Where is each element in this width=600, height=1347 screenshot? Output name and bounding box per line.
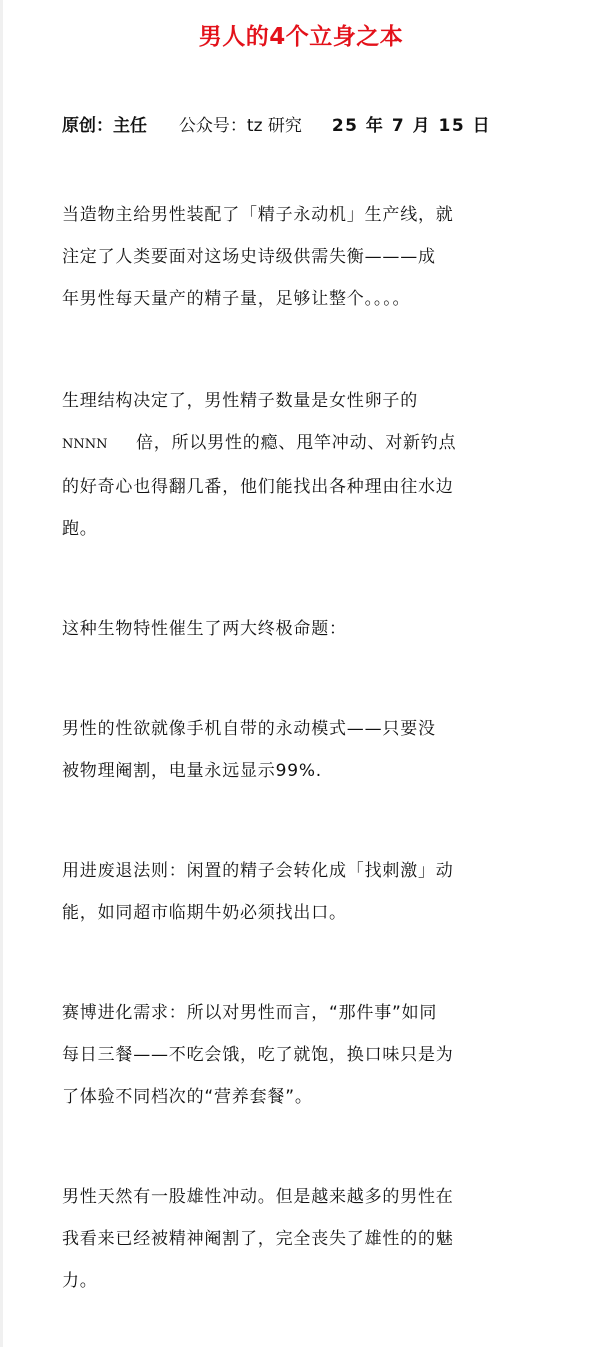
paragraph-line: 这种生物特性催生了两大终极命题： — [62, 619, 347, 639]
left-divider — [0, 0, 3, 1347]
paragraph — [62, 992, 540, 1118]
author-label: 原创：主任 — [62, 116, 147, 136]
number-placeholder: NNNN — [62, 437, 108, 452]
paragraph-line: 年男性每天量产的精子量，足够让整个。。。。 — [62, 289, 411, 309]
article-title: 男人的4个立身之本 — [198, 24, 404, 50]
paragraph-line: 我看来已经被精神阉割了，完全丧失了雄性的的魅 — [62, 1229, 454, 1249]
paragraph-line: 注定了人类要面对这场史诗级供需失衡———成 — [62, 247, 436, 267]
paragraph — [62, 708, 540, 792]
paragraph-line: 的好奇心也得翻几番，他们能找出各种理由往水边 — [62, 477, 454, 497]
paragraph-line: 男性天然有一股雄性冲动。但是越来越多的男性在 — [62, 1187, 454, 1207]
paragraph-line: 跑。 — [62, 519, 98, 539]
paragraph-line-with-placeholder — [62, 422, 540, 466]
paragraph-line: 男性的性欲就像手机自带的永动模式——只要没 — [62, 719, 436, 739]
paragraph-line: 能，如同超市临期牛奶必须找出口。 — [62, 903, 347, 923]
paragraph — [62, 850, 540, 934]
article-meta — [62, 110, 540, 142]
paragraph-line: 力。 — [62, 1271, 98, 1291]
paragraph-line: 当造物主给男性装配了「精子永动机」生产线，就 — [62, 205, 454, 225]
paragraph-line: 用进废退法则：闲置的精子会转化成「找刺激」动 — [62, 861, 454, 881]
paragraph-line: 了体验不同档次的“营养套餐”。 — [62, 1087, 313, 1107]
account-label: 公众号：tz 研究 — [178, 116, 302, 136]
paragraph-line-text: 倍，所以男性的瘾、甩竿冲动、对新钓点 — [136, 433, 457, 453]
paragraph-line: 赛博进化需求：所以对男性而言，“那件事”如同 — [62, 1003, 438, 1023]
paragraph-line: 被物理阉割，电量永远显示99%. — [62, 761, 322, 781]
paragraph — [62, 194, 540, 320]
paragraph — [62, 608, 540, 650]
publish-date: 25 年 7 月 15 日 — [331, 116, 492, 136]
paragraph — [62, 380, 540, 550]
paragraph — [62, 1176, 540, 1302]
paragraph-line: 每日三餐——不吃会饿，吃了就饱，换口味只是为 — [62, 1045, 454, 1065]
paragraph-line: 生理结构决定了，男性精子数量是女性卵子的 — [62, 391, 418, 411]
